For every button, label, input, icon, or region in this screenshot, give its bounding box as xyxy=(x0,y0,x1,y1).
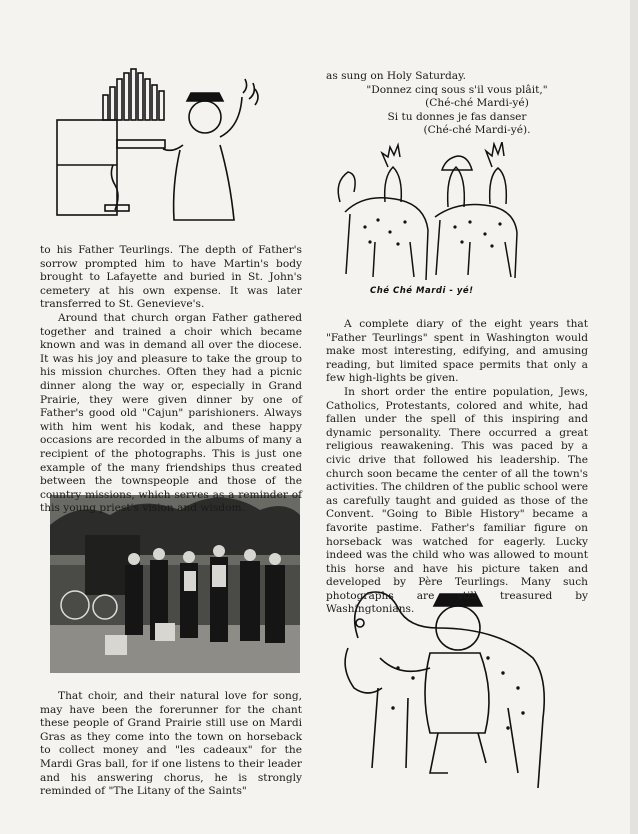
left-paragraph-2: Around that church organ Father gathered together and trained a choir which became known and was in demand all over the diocese. It was his joy and pleasure to take the group to his mission churches. Often they had a picnic dinner along the way or, especially in Grand Prairie, they were given dinner by one of Father's good old "Cajun" parishioners. Always with him went his kodak, and these happy occasions are recorded in the albums of many a recipient of the photographs. This is just one example of the many friendships thus created between the townspeople and those of the country missions, which serves as a reminder of this young priest's vision and wisdom. xyxy=(40,311,302,515)
choir-photograph xyxy=(50,495,300,673)
verse-line: (Ché-ché Mardi-yé) xyxy=(425,97,529,110)
right-paragraph-2: In short order the entire population, Jews, Catholics, Protestants, colored and white, had fallen under the spell of this inspiring and dynamic personality. There occurred a great religious reawakening. This was paced by a civic drive that followed his leadership. The church soon became the center of all the town's activities. The children of the public school were as carefully taught and guided as those of the Convent. "Going to Bible History" became a favorite pastime. Father's familiar figure on horseback was watched for eagerly. Lucky indeed was the child who was allowed to mount this horse and have his picture taken and developed by Père Teurlings. Many such photographs are still treasured by Washingtonians. xyxy=(326,385,588,616)
verse-line: Si tu donnes je fas danser xyxy=(387,110,527,123)
right-column-top xyxy=(326,70,588,138)
right-column-body xyxy=(326,318,588,617)
left-column-bottom xyxy=(40,690,302,799)
priest-at-organ-illustration xyxy=(55,65,260,225)
right-intro-line: as sung on Holy Saturday. xyxy=(326,70,467,82)
left-column xyxy=(40,244,302,516)
left-paragraph-3: That choir, and their natural love for song, may have been the forerunner for the chant these people of Grand Prairie still use on Mardi Gras as they come into the town on horseback to collect money and "les cadeaux" for the Mardi Gras ball, for if one listens to their leader and his answering chorus, he is strongly reminded of "The Litany of the Saints" xyxy=(40,690,302,798)
page-edge xyxy=(630,0,638,834)
drawing-caption: Ché Ché Mardi - yé! xyxy=(370,286,474,296)
verse-line: (Ché-ché Mardi-yé). xyxy=(423,124,531,137)
left-paragraph-1: to his Father Teurlings. The depth of Father's sorrow prompted him to have Martin's body brought to Lafayette and buried in St. John's cemetery at his own expense. It was later transferred to St. Genevieve's. xyxy=(40,244,302,311)
choir-photo-scene xyxy=(50,495,300,673)
mardi-gras-riders-illustration xyxy=(330,142,550,292)
verse-line: "Donnez cinq sous s'il vous plâit," xyxy=(366,83,548,96)
right-paragraph-1: A complete diary of the eight years that "Father Teurlings" spent in Washington would make most interesting, edifying, and amusing reading, but limited space permits that only a few high-lights be given. xyxy=(326,318,588,385)
mardi-gras-chant-verse xyxy=(326,84,588,138)
